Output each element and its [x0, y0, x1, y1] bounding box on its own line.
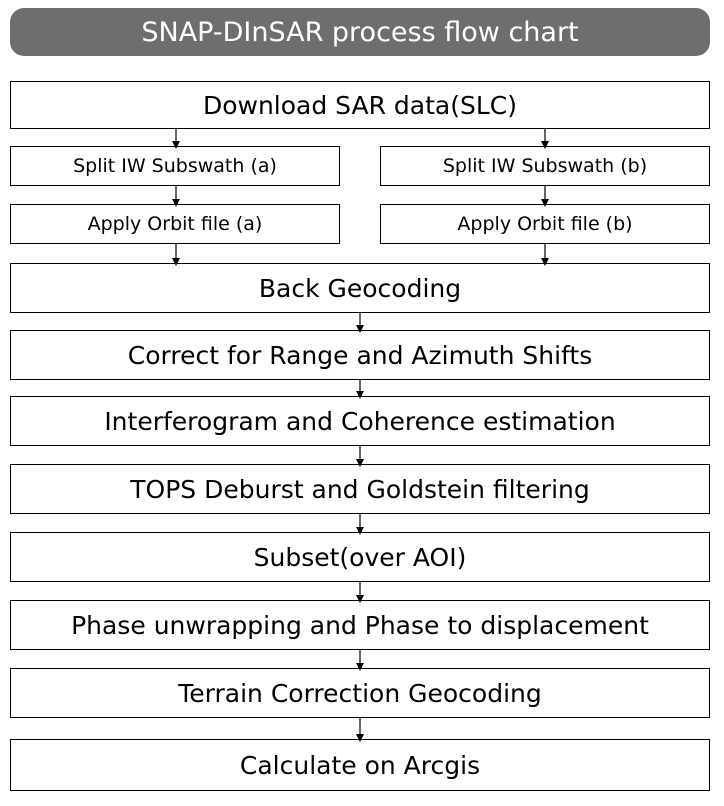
step-terrain: Terrain Correction Geocoding: [10, 668, 710, 718]
step-arcgis: Calculate on Arcgis: [10, 739, 710, 791]
step-correct-shifts: Correct for Range and Azimuth Shifts: [10, 330, 710, 380]
step-deburst: TOPS Deburst and Goldstein filtering: [10, 464, 710, 514]
step-subset: Subset(over AOI): [10, 532, 710, 582]
step-orbit-a: Apply Orbit file (a): [10, 204, 340, 244]
step-split-b: Split IW Subswath (b): [380, 146, 710, 186]
step-download: Download SAR data(SLC): [10, 81, 710, 129]
chart-title: SNAP-DInSAR process flow chart: [10, 8, 710, 56]
step-orbit-b: Apply Orbit file (b): [380, 204, 710, 244]
step-split-a: Split IW Subswath (a): [10, 146, 340, 186]
step-unwrapping: Phase unwrapping and Phase to displacement: [10, 600, 710, 650]
step-interferogram: Interferogram and Coherence estimation: [10, 396, 710, 446]
step-back-geocoding: Back Geocoding: [10, 263, 710, 313]
